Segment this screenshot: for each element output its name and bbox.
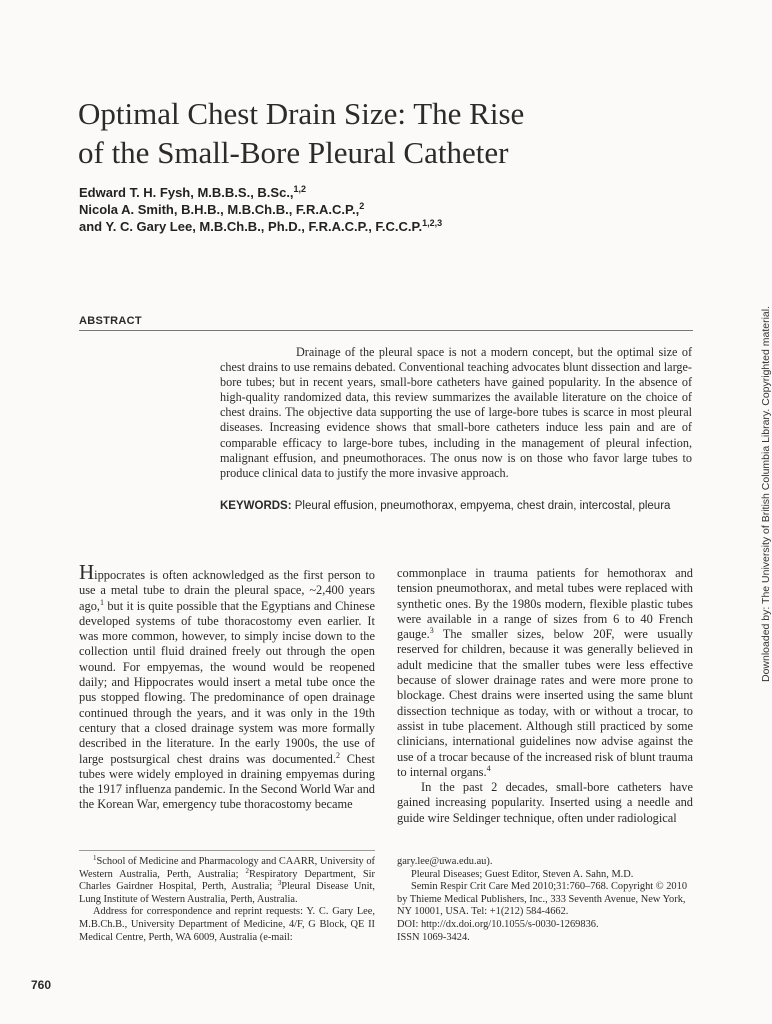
- body-column-right: commonplace in trauma patients for hemothorax and tension pneumothorax, and metal tubes were replaced with synthetic ones. By the 1980s modern, flexible plastic tubes were available in a range of sizes from 6 to 40 French gauge.$^3$ The smaller sizes, below 20F, were usually reserved for children, because it was generally believed in adult medicine that the smaller tubes were less effective because of slower drainage rates and were more prone to blockage. Chest drains were inserted using the same blunt dissection technique as today, with or without a trocar, to assist in tube placement. Although still practiced by some clinicians, international guidelines now advise against the use of a trocar because of the increased risk of blunt trauma to internal organs.$^4$ In the past 2 decades, small-bore catheters have gained increasing popularity. Inserted using a needle and guide wire Seldinger technique, often under radiological: [397, 566, 693, 825]
- author-list: [79, 184, 639, 235]
- keywords-list: Pleural effusion, pneumothorax, empyema, chest drain, intercostal, pleura: [294, 500, 671, 512]
- page-number: 760: [31, 978, 52, 992]
- citation-4: 4: [486, 763, 491, 773]
- footnote-divider: [79, 850, 375, 851]
- footnote-affiliations: $^1$School of Medicine and Pharmacology and CAARR, University of Western Australia, Perth, Australia; $^2$Respiratory Department, Sir Charles Gairdner Hospital, Perth, Australia; $^3$Pleural Disease Unit, Lung Institute of Western Australia, Perth, Australia. Address for correspondence and reprint requests: Y. C. Gary Lee, M.B.Ch.B., University Department of Medicine, 4/F, G Block, QE II Medical Centre, Perth, WA 6009, Australia (e-mail:: [79, 854, 375, 943]
- author-3: and Y. C. Gary Lee, M.B.Ch.B., Ph.D., F.R.A.C.P., F.C.C.P.$^{1,2,3}$: [79, 218, 443, 234]
- title-line-2: of the Small-Bore Pleural Catheter: [78, 135, 509, 170]
- correspondence-email: gary.lee@uwa.edu.au).: [397, 856, 493, 867]
- title-line-1: Optimal Chest Drain Size: The Rise: [78, 96, 525, 131]
- author-2: Nicola A. Smith, B.H.B., M.B.Ch.B., F.R.A.C.P.,$^2$: [79, 201, 365, 217]
- keywords: [220, 499, 690, 514]
- body-column-left: Hippocrates is often acknowledged as the first person to use a metal tube to drain the pleural space, ~2,400 years ago,$^1$ but it is quite possible that the Egyptians and Chinese developed systems of tube thoracostomy even earlier. It was more common, however, to simply incise down to the collection until fluid drained freely out through the open wound. For empyemas, the wound would be reopened daily; and Hippocrates would insert a metal tube once the pus stopped flowing. The predominance of open drainage continued through the years, and it was only in the 19th century that a closed drainage system was more formally described in the literature. In the early 1900s, the use of large postsurgical chest drains was documented.$^2$ Chest tubes were widely employed in draining empyemas during the 1917 influenza pandemic. In the Second World War and the Korean War, emergency tube thoracostomy became: [79, 560, 375, 812]
- citation-2: 2: [335, 750, 340, 760]
- abstract-heading: ABSTRACT: [79, 315, 142, 327]
- citation-1: 1: [100, 597, 104, 607]
- issue-info: Pleural Diseases; Guest Editor, Steven A. Sahn, M.D.: [411, 868, 634, 880]
- doi: DOI: http://dx.doi.org/10.1055/s-0030-1269836.: [397, 918, 599, 930]
- article-title: [78, 94, 638, 172]
- citation-3: 3: [429, 626, 434, 636]
- drop-cap: H: [79, 560, 95, 584]
- author-1: Edward T. H. Fysh, M.B.B.S., B.Sc.,$^{1,2}$: [79, 184, 307, 200]
- paragraph-2: In the past 2 decades, small-bore catheters have gained increasing popularity. Inserted using a needle and guide wire Seldinger technique, often under radiological: [397, 780, 693, 825]
- keywords-label: KEYWORDS:: [220, 500, 292, 512]
- abstract-divider: [79, 330, 693, 331]
- abstract-text: Drainage of the pleural space is not a modern concept, but the optimal size of chest drains to use remains debated. Conventional teaching advocates blunt dissection and large-bore tubes; but in recent years, small-bore catheters have gained popularity. In the absence of high-quality randomized data, this review summarizes the available literature on the choice of chest drains. The objective data supporting the use of large-bore tubes is scarce in most pleural diseases. Increasing evidence shows that small-bore catheters induce less pain and are of comparable efficacy to large-bore tubes, including in the management of pleural infection, malignant effusion, and pneumothoraces. The onus now is on those who favor large tubes to produce clinical data to justify the more invasive approach.: [220, 345, 692, 480]
- copyright-info: Semin Respir Crit Care Med 2010;31:760–768. Copyright © 2010 by Thieme Medical Publishers, Inc., 333 Seventh Avenue, New York, NY 10001, USA. Tel: +1(212) 584-4662.: [397, 881, 688, 918]
- correspondence-address: Address for correspondence and reprint requests: Y. C. Gary Lee, M.B.Ch.B., University Department of Medicine, 4/F, G Block, QE II Medical Centre, Perth, WA 6009, Australia (e-mail:: [79, 906, 375, 943]
- issn: ISSN 1069-3424.: [397, 931, 470, 943]
- footnote-publication: [397, 856, 693, 944]
